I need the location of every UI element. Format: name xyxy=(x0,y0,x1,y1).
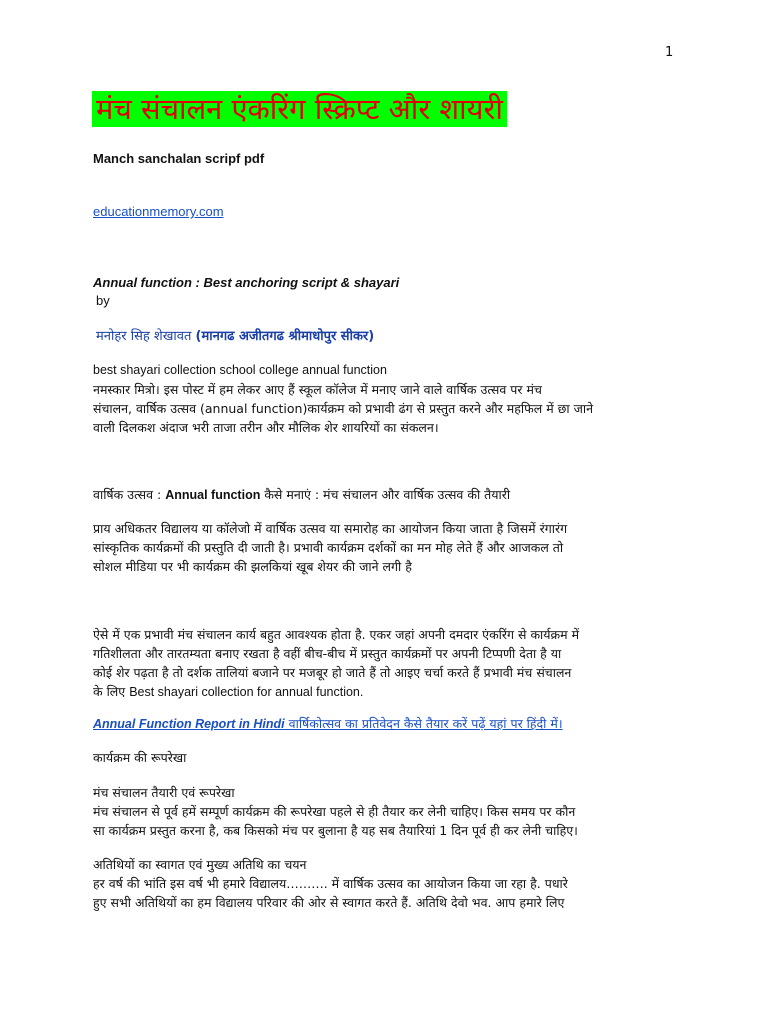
page-number: 1 xyxy=(665,45,674,60)
para1-line-2: सांस्कृतिक कार्यक्रमों की प्रस्तुति दी जाती है। प्रभावी कार्यक्रम दर्शकों का मन मोह लेते हैं और आजकल तो xyxy=(93,540,564,555)
para2-line-4-pre: के लिए xyxy=(93,684,130,699)
heading1-post: कैसे मनाएं : मंच संचालन और वार्षिक उत्सव की तैयारी xyxy=(260,487,511,502)
section2-line-2: सा कार्यक्रम प्रस्तुत करना है, कब किसको मंच पर बुलाना है यह सब तैयारियां 1 दिन पूर्व ही कर लेनी चाहिए। xyxy=(93,823,578,838)
para2-line-2: गतिशीलता और तारतम्यता बनाए रखता है वहीं बीच-बीच में प्रस्तुत कार्यक्रमों पर अपनी टिप्पणी देता है या xyxy=(93,646,562,661)
author-name: मनोहर सिह शेखावत xyxy=(96,329,196,344)
para2-line-3: कोई शेर पढ़ता है तो दर्शक तालियां बजाने पर मजबूर हो जाते हैं तो आइए चर्चा करते हैं प्रभावी मंच संचालन xyxy=(93,665,572,680)
report-link-en[interactable]: Annual Function Report in Hindi xyxy=(93,717,285,731)
outline-heading: कार्यक्रम की रूपरेखा xyxy=(93,750,187,765)
author-line xyxy=(96,326,374,344)
para2-line-1: ऐसे में एक प्रभावी मंच संचालन कार्य बहुत आवश्यक होता है. एकर जहां अपनी दमदार एंकरिंग से कार्यक्रम में xyxy=(93,627,580,642)
section2-heading: मंच संचालन तैयारी एवं रूपरेखा xyxy=(93,785,235,800)
intro-line-2: नमस्कार मित्रो। इस पोस्ट में हम लेकर आए हैं स्कूल कॉलेज में मनाए जाने वाले वार्षिक उत्सव पर मंच xyxy=(93,382,542,397)
report-link-line[interactable] xyxy=(93,714,693,734)
paragraph-2 xyxy=(93,625,693,702)
para2-line-4-en: Best shayari collection for annual function. xyxy=(129,685,364,699)
section3-line-2: हुए सभी अतिथियों का हम विद्यालय परिवार की ओर से स्वागत करते हैं. अतिथि देवो भव. आप हमारे लिए xyxy=(93,895,565,910)
author-location: (मानगढ अजीतगढ श्रीमाधोपुर सीकर) xyxy=(195,329,375,344)
intro-line-4: वाली दिलकश अंदाज भरी ताजा तरीन और मौलिक शेर शायरियों का संकलन। xyxy=(93,420,439,435)
section-heading-annual-function xyxy=(93,485,693,505)
report-link[interactable] xyxy=(93,714,693,734)
section2-line-1: मंच संचालन से पूर्व हमें सम्पूर्ण कार्यक्रम की रूपरेखा पहले से ही तैयार कर लेनी चाहिए। किस समय पर कौन xyxy=(93,804,576,819)
para1-line-1: प्राय अधिकतर विद्यालय या कॉलेजो में वार्षिक उत्सव या समारोह का आयोजन किया जाता है जिसमें रंगारंग xyxy=(93,521,568,536)
function-title: Annual function : Best anchoring script & shayari xyxy=(93,275,400,290)
section3-heading: अतिथियों का स्वागत एवं मुख्य अतिथि का चयन xyxy=(93,857,307,872)
section-guests xyxy=(93,855,693,912)
report-link-hi[interactable]: वार्षिकोत्सव का प्रतिवेदन कैसे तैयार करें पढ़ें यहां पर हिंदी में। xyxy=(284,716,563,731)
intro-paragraph xyxy=(93,361,693,437)
page-title: मंच संचालन एंकरिंग स्क्रिप्ट और शायरी xyxy=(92,91,507,127)
paragraph-1 xyxy=(93,519,693,576)
site-link[interactable]: educationmemory.com xyxy=(93,204,224,219)
intro-line-1: best shayari collection school college annual function xyxy=(93,363,387,377)
by-label: by xyxy=(96,293,110,308)
para1-line-3: सोशल मीडिया पर भी कार्यक्रम की झलकियां खूब शेयर की जाने लगी है xyxy=(93,559,412,574)
heading1-bold: Annual function xyxy=(165,488,261,502)
subtitle: Manch sanchalan scripf pdf xyxy=(93,151,265,166)
heading1-pre: वार्षिक उत्सव : xyxy=(93,487,166,502)
intro-line-3: संचालन, वार्षिक उत्सव (annual function)कार्यक्रम को प्रभावी ढंग से प्रस्तुत करने और महफिल में छा जाने xyxy=(93,401,594,416)
section3-line-1: हर वर्ष की भांति इस वर्ष भी हमारे विद्यालय………. में वार्षिक उत्सव का आयोजन किया जा रहा है. पधारे xyxy=(93,876,568,891)
section-preparation xyxy=(93,783,693,840)
